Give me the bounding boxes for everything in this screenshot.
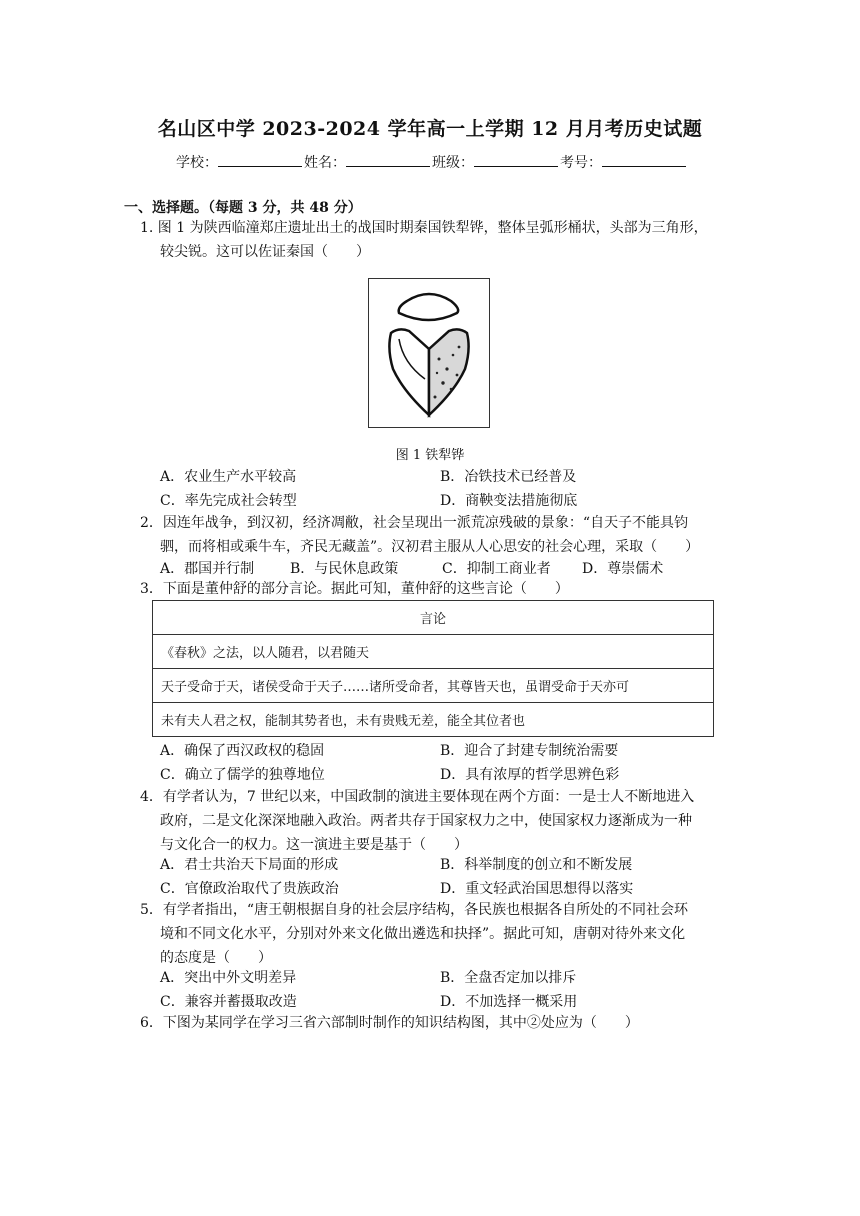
q5-option-d[interactable]: D．不加选择一概采用 xyxy=(440,994,578,1010)
question-4-line-1: 4．有学者认为，7 世纪以来，中国政制的演进主要体现在两个方面：一是士人不断地进入 xyxy=(140,789,695,805)
q4-option-b[interactable]: B．科举制度的创立和不断发展 xyxy=(440,857,633,873)
q4-option-a[interactable]: A．君士共治天下局面的形成 xyxy=(160,857,339,873)
plowshare-drawing xyxy=(369,279,489,427)
question-2-line-1: 2．因连年战争，到汉初，经济凋敝，社会呈现出一派荒凉残破的景象：“自天子不能具钧 xyxy=(140,515,689,531)
question-3-line-1: 3．下面是董仲舒的部分言论。据此可知，董仲舒的这些言论（ ） xyxy=(140,581,569,597)
quotes-table xyxy=(152,600,714,737)
student-info-line xyxy=(176,152,688,172)
q1-option-a[interactable]: A．农业生产水平较高 xyxy=(160,469,297,485)
figure-1-caption: 图 1 铁犁铧 xyxy=(395,448,465,463)
question-5-line-3: 的态度是（ ） xyxy=(160,950,272,966)
question-4-line-3: 与文化合一的权力。这一演进主要是基于（ ） xyxy=(160,837,468,853)
school-label: 学校： xyxy=(176,155,218,171)
table-row: 《春秋》之法，以人随君，以君随天 xyxy=(153,635,714,669)
q1-option-d[interactable]: D．商鞅变法措施彻底 xyxy=(440,493,578,509)
question-3 xyxy=(140,577,734,601)
q5-option-c[interactable]: C．兼容并蓄摄取改造 xyxy=(160,994,297,1010)
name-label: 姓名： xyxy=(304,155,346,171)
q1-option-b[interactable]: B．冶铁技术已经普及 xyxy=(440,469,577,485)
table-row: 天子受命于天，诸侯受命于天子……诸所受命者，其尊皆天也，虽谓受命于天亦可 xyxy=(153,669,714,703)
question-4 xyxy=(140,785,734,857)
question-6-line-1: 6．下图为某同学在学习三省六部制时制作的知识结构图，其中②处应为（ ） xyxy=(140,1015,639,1031)
school-field[interactable] xyxy=(218,152,302,167)
q5-option-b[interactable]: B．全盘否定加以排斥 xyxy=(440,970,577,986)
class-label: 班级： xyxy=(432,155,474,171)
question-4-line-2: 政府，二是文化深深地融入政治。两者共存于国家权力之中，使国家权力逐渐成为一种 xyxy=(160,813,692,829)
exam-no-label: 考号： xyxy=(560,155,602,171)
q3-option-d[interactable]: D．具有浓厚的哲学思辨色彩 xyxy=(440,767,620,783)
question-1 xyxy=(140,216,734,264)
q1-option-c[interactable]: C．率先完成社会转型 xyxy=(160,493,297,509)
q3-option-a[interactable]: A．确保了西汉政权的稳固 xyxy=(160,743,325,759)
q2-option-d[interactable]: D．尊崇儒术 xyxy=(582,561,664,577)
q4-option-d[interactable]: D．重文轻武治国思想得以落实 xyxy=(440,881,634,897)
question-5-line-2: 境和不同文化水平，分别对外来文化做出遴选和抉择”。据此可知，唐朝对待外来文化 xyxy=(160,926,686,942)
q3-option-c[interactable]: C．确立了儒学的独尊地位 xyxy=(160,767,325,783)
q4-option-c[interactable]: C．官僚政治取代了贵族政治 xyxy=(160,881,339,897)
question-1-line-2: 较尖锐。这可以佐证秦国（ ） xyxy=(160,244,370,260)
question-2-line-2: 驷，而将相或乘牛车，齐民无藏盖”。汉初君主服从人心思安的社会心理，采取（ ） xyxy=(160,539,700,555)
q2-option-b[interactable]: B．与民休息政策 xyxy=(290,561,399,577)
question-2 xyxy=(140,511,734,559)
table-header: 言论 xyxy=(153,601,714,635)
question-5 xyxy=(140,898,734,970)
q5-option-a[interactable]: A．突出中外文明差异 xyxy=(160,970,297,986)
name-field[interactable] xyxy=(346,152,430,167)
page-title: 名山区中学 2023-2024 学年高一上学期 12 月月考历史试题 xyxy=(157,118,703,140)
class-field[interactable] xyxy=(474,152,558,167)
section-heading: 一、选择题。（每题 3 分，共 48 分） xyxy=(124,200,362,216)
q3-option-b[interactable]: B．迎合了封建专制统治需要 xyxy=(440,743,619,759)
exam-no-field[interactable] xyxy=(602,152,686,167)
question-6 xyxy=(140,1011,734,1035)
iron-plowshare-figure xyxy=(368,278,490,428)
question-5-line-1: 5．有学者指出，“唐王朝根据自身的社会层序结构，各民族也根据各自所处的不同社会环 xyxy=(140,902,689,918)
q2-option-c[interactable]: C．抑制工商业者 xyxy=(442,561,551,577)
q2-option-a[interactable]: A．郡国并行制 xyxy=(160,561,255,577)
table-row: 未有夫人君之权，能制其势者也，未有贵贱无差，能全其位者也 xyxy=(153,703,714,737)
question-1-line-1: 1. 图 1 为陕西临潼郑庄遗址出土的战国时期秦国铁犁铧，整体呈弧形桶状，头部为三角形， xyxy=(140,220,708,236)
